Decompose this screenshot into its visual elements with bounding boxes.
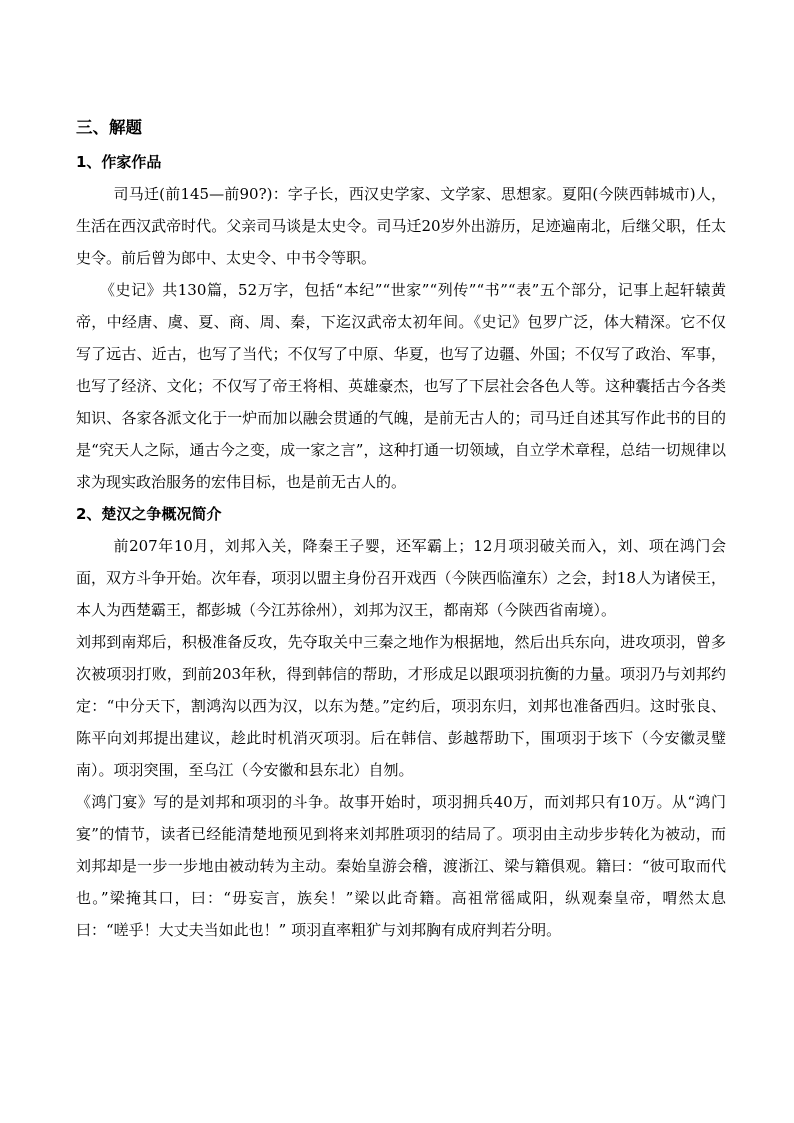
paragraph-chu-han-intro: 前207年10月，刘邦入关，降秦王子婴，还军霸上；12月项羽破关而入，刘、项在鸿门会面，双方斗争开始。次年春，项羽以盟主身份召开戏西（今陕西临潼东）之会，封18人为诸侯王，本人为西楚霸王，都彭城（今江苏徐州），刘邦为汉王，都南郑（今陕西省南境）。 — [76, 537, 726, 619]
subsection-title-chu-han: 2、楚汉之争概况简介 — [76, 505, 222, 523]
paragraph-hongmen-banquet: 《鸿门宴》写的是刘邦和项羽的斗争。故事开始时，项羽拥兵40万，而刘邦只有10万。从“鸿门宴”的情节，读者已经能清楚地预见到将来刘邦胜项羽的结局了。项羽由主动步步转化为被动，而刘邦却是一步一步地由被动转为主动。秦始皇游会稽，渡浙江、梁与籍俱观。籍曰：“彼可取而代也。”梁掩其口，曰：“毋妄言，族矣！”梁以此奇籍。高祖常徭咸阳，纵观秦皇帝，喟然太息曰：“嗟乎！大丈夫当如此也！” 项羽直率粗犷与刘邦胸有成府判若分明。 — [76, 793, 726, 939]
paragraph-sima-qian: 司马迁(前145—前90?)：字子长，西汉史学家、文学家、思想家。夏阳(今陕西韩城市)人，生活在西汉武帝时代。父亲司马谈是太史令。司马迁20岁外出游历，足迹遍南北，后继父职，任太史令。前后曾为郎中、太史令、中书令等职。 — [76, 185, 726, 267]
subsection-title-author-works: 1、作家作品 — [76, 153, 162, 171]
document-page — [76, 112, 726, 946]
paragraph-liu-bang-counter: 刘邦到南郑后，积极准备反攻，先夺取关中三秦之地作为根据地，然后出兵东向，进攻项羽，曾多次被项羽打败，到前203年秋，得到韩信的帮助，才形成足以跟项羽抗衡的力量。项羽乃与刘邦约定：“中分天下，割鸿沟以西为汉，以东为楚。”定约后，项羽东归，刘邦也准备西归。这时张良、陈平向刘邦提出建议，趁此时机消灭项羽。后在韩信、彭越帮助下，围项羽于垓下（今安徽灵璧南）。项羽突围，至乌江（今安徽和县东北）自刎。 — [76, 633, 726, 779]
paragraph-shiji: 《史记》共130篇，52万字，包括“本纪”“世家”“列传”“书”“表”五个部分，记事上起轩辕黄帝，中经唐、虞、夏、商、周、秦，下迄汉武帝太初年间。《史记》包罗广泛，体大精深。它不仅写了远古、近古，也写了当代；不仅写了中原、华夏，也写了边疆、外国；不仅写了政治、军事，也写了经济、文化；不仅写了帝王将相、英雄豪杰，也写了下层社会各色人等。这种囊括古今各类知识、各家各派文化于一炉而加以融会贯通的气魄，是前无古人的；司马迁自述其写作此书的目的是“究天人之际，通古今之变，成一家之言”，这种打通一切领域，自立学术章程，总结一切规律以求为现实政治服务的宏伟目标，也是前无古人的。 — [76, 281, 726, 491]
section-title: 三、解题 — [76, 118, 142, 137]
